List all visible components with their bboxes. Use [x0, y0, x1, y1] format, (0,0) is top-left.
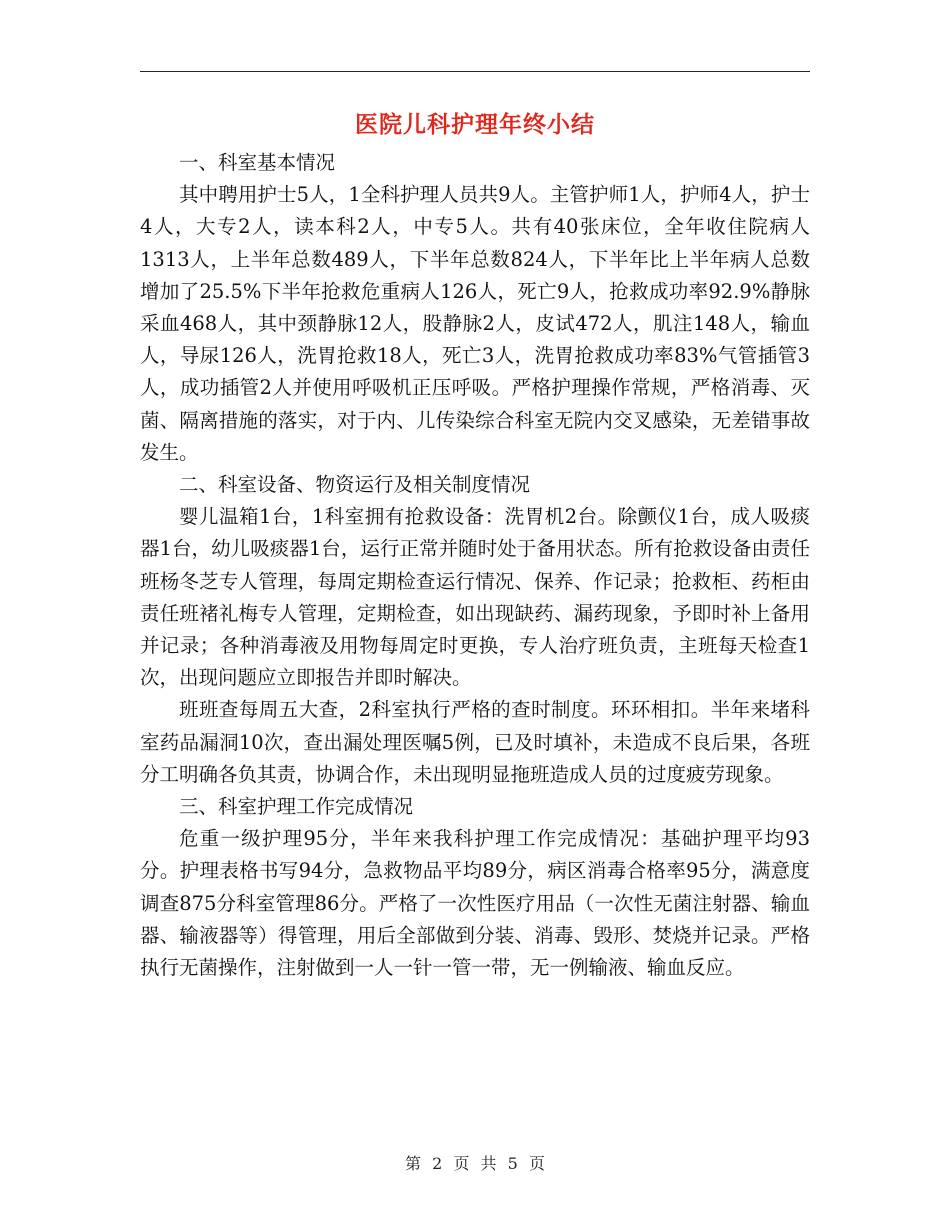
page-footer: [0, 1152, 950, 1176]
section-heading-3: 三、科室护理工作完成情况: [179, 795, 414, 819]
footer-page-label: 页: [453, 1154, 470, 1173]
footer-prefix: 第: [405, 1154, 422, 1173]
paragraph-inspection: 班班查每周五大查，2科室执行严格的查时制度。环环相扣。半年来堵科室药品漏洞10次，查出漏处理医嘱5例，已及时填补，未造成不良后果，各班分工明确各负其责，协调合作，未出现明显拖班造成人员的过度疲劳现象。: [140, 698, 810, 786]
footer-total-label: 页: [528, 1154, 545, 1173]
document-title: 医院儿科护理年终小结: [355, 111, 595, 138]
footer-total-prefix: 共: [480, 1154, 497, 1173]
section-heading-2: 二、科室设备、物资运行及相关制度情况: [179, 473, 531, 497]
header-rule: [140, 71, 810, 72]
paragraph-equipment: 婴儿温箱1台，1科室拥有抢救设备：洗胃机2台。除颤仪1台，成人吸痰器1台，幼儿吸痰器1台，运行正常并随时处于备用状态。所有抢救设备由责任班杨冬芝专人管理，每周定期检查运行情况、保养、作记录；抢救柜、药柜由责任班褚礼梅专人管理，定期检查，如出现缺药、漏药现象，予即时补上备用并记录；各种消毒液及用物每周定时更换，专人治疗班负责，主班每天检查1次，出现问题应立即报告并即时解决。: [140, 505, 810, 690]
paragraph-work-completion: 危重一级护理95分，半年来我科护理工作完成情况：基础护理平均93分。护理表格书写94分，急救物品平均89分，病区消毒合格率95分，满意度调查875分科室管理86分。严格了一次性医疗用品（一次性无菌注射器、输血器、输液器等）得管理，用后全部做到分装、消毒、毁形、焚烧并记录。严格执行无菌操作，注射做到一人一针一管一带，无一例输液、输血反应。: [140, 827, 810, 980]
section-heading-1: 一、科室基本情况: [179, 151, 336, 174]
document-body: [140, 147, 810, 984]
paragraph-basic-info: 其中聘用护士5人，1全科护理人员共9人。主管护师1人，护师4人，护士4人，大专2人，读本科2人，中专5人。共有40张床位，全年收住院病人1313人，上半年总数489人，下半年总数824人，下半年比上半年病人总数增加了25.5%下半年抢救危重病人126人，死亡9人，抢救成功率92.9%静脉采血468人，其中颈静脉12人，股静脉2人，皮试472人，肌注148人，输血人，导尿126人，洗胃抢救18人，死亡3人，洗胃抢救成功率83%气管插管3人，成功插管2人并使用呼吸机正压呼吸。严格护理操作常规，严格消毒、灭菌、隔离措施的落实，对于内、儿传染综合科室无院内交叉感染，无差错事故发生。: [140, 183, 810, 464]
footer-current-page: 2: [432, 1154, 443, 1173]
footer-total-pages: 5: [507, 1154, 518, 1173]
